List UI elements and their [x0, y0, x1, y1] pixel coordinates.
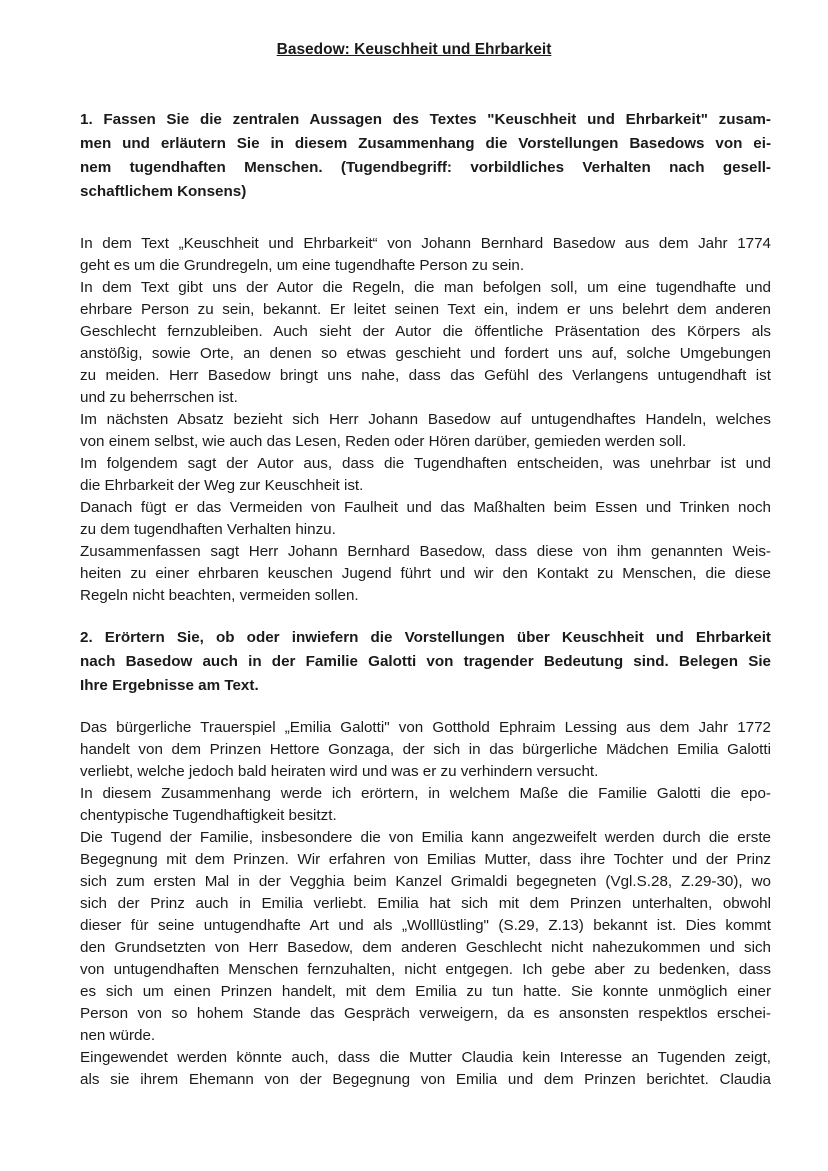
- answer-1-line: geht es um die Grundregeln, um eine tugendhafte Person zu sein.: [80, 257, 525, 274]
- question-2-line: nach Basedow auch in der Familie Galotti von tragender Bedeutung sind. Belegen Sie: [80, 653, 771, 670]
- document-title: Basedow: Keuschheit und Ehrbarkeit: [276, 41, 552, 58]
- question-1-line: 1. Fassen Sie die zentralen Aussagen des Textes "Keuschheit und Ehrbarkeit" zusam-: [80, 111, 771, 128]
- question-1-line: schaftlichem Konsens): [80, 183, 247, 200]
- answer-2-line: chentypische Tugendhaftigkeit besitzt.: [80, 807, 337, 824]
- answer-1-line: zu dem tugendhaften Verhalten hinzu.: [80, 521, 336, 538]
- answer-2-line: Die Tugend der Familie, insbesondere die von Emilia kann angezweifelt werden durch die erste: [80, 829, 771, 846]
- answer-2-line: handelt von dem Prinzen Hettore Gonzaga, der sich in das bürgerliche Mädchen Emilia Galotti: [80, 741, 771, 758]
- answer-2-line: Person von so hohem Stande das Gespräch verweigern, da es ansonsten respektlos erschei-: [80, 1005, 771, 1022]
- answer-2-line: dieser für seine untugendhafte Art und als „Wolllüstling" (S.29, Z.13) bekannt ist. Dies kommt: [80, 917, 771, 934]
- answer-1-line: Danach fügt er das Vermeiden von Faulheit und das Maßhalten beim Essen und Trinken noch: [80, 499, 771, 516]
- answer-1-line: anstößig, sowie Orte, an denen so etwas geschieht und fordert uns auf, solche Umgebungen: [80, 345, 771, 362]
- answer-2-line: es sich um einen Prinzen handelt, mit dem Emilia zu tun hatte. Sie konnte unmöglich einer: [80, 983, 771, 1000]
- answer-2-line: In diesem Zusammenhang werde ich erörtern, in welchem Maße die Familie Galotti die epo-: [80, 785, 771, 802]
- answer-2-line: als sie ihrem Ehemann von der Begegnung von Emilia und dem Prinzen berichtet. Claudia: [80, 1071, 771, 1088]
- answer-1-line: und zu beherrschen ist.: [80, 389, 238, 406]
- question-2-line: Ihre Ergebnisse am Text.: [80, 677, 259, 694]
- answer-2-line: Begegnung mit dem Prinzen. Wir erfahren von Emilias Mutter, dass ihre Tochter und der Prinz: [80, 851, 771, 868]
- answer-2-line: sich zum ersten Mal in der Vegghia beim Kanzel Grimaldi begegneten (Vgl.S.28, Z.29-30), wo: [80, 873, 771, 890]
- answer-1-line: von einem selbst, wie auch das Lesen, Reden oder Hören darüber, gemieden werden soll.: [80, 433, 687, 450]
- answer-1-line: ehrbare Person zu sein, bekannt. Er leitet seinen Text ein, indem er uns belehrt dem anderen: [80, 301, 771, 318]
- answer-2-line: nen würde.: [80, 1027, 156, 1044]
- question-2-line: 2. Erörtern Sie, ob oder inwiefern die Vorstellungen über Keuschheit und Ehrbarkeit: [80, 629, 771, 646]
- answer-1-line: Im nächsten Absatz bezieht sich Herr Johann Basedow auf untugendhaftes Handeln, welches: [80, 411, 771, 428]
- answer-1-line: Geschlecht fernzubleiben. Auch sieht der Autor die öffentliche Präsentation des Körpers als: [80, 323, 771, 340]
- answer-1-line: die Ehrbarkeit der Weg zur Keuschheit ist.: [80, 477, 364, 494]
- answer-2-line: verliebt, welche jedoch bald heiraten wird und was er zu verhindern versucht.: [80, 763, 599, 780]
- answer-1-line: heiten zu einer ehrbaren keuschen Jugend führt und wir den Kontakt zu Menschen, die diese: [80, 565, 771, 582]
- answer-1-line: zu meiden. Herr Basedow bringt uns nahe, dass das Gefühl des Verlangens untugendhaft ist: [80, 367, 771, 384]
- question-1-line: men und erläutern Sie in diesem Zusammenhang die Vorstellungen Basedows von ei-: [80, 135, 771, 152]
- answer-1-line: In dem Text „Keuschheit und Ehrbarkeit“ von Johann Bernhard Basedow aus dem Jahr 1774: [80, 235, 771, 252]
- answer-2-line: den Grundsetzten von Herr Basedow, dem anderen Geschlecht nicht nahezukommen und sich: [80, 939, 771, 956]
- answer-2-line: Eingewendet werden könnte auch, dass die Mutter Claudia kein Interesse an Tugenden zeigt,: [80, 1049, 771, 1066]
- answer-2-line: Das bürgerliche Trauerspiel „Emilia Galotti" von Gotthold Ephraim Lessing aus dem Jahr 1772: [80, 719, 771, 736]
- question-1-line: nem tugendhaften Menschen. (Tugendbegriff: vorbildliches Verhalten nach gesell-: [80, 159, 771, 176]
- answer-1-line: Zusammenfassen sagt Herr Johann Bernhard Basedow, dass diese von ihm genannten Weis-: [80, 543, 771, 560]
- answer-1-line: Im folgendem sagt der Autor aus, dass die Tugendhaften entscheiden, was unehrbar ist und: [80, 455, 771, 472]
- answer-2-line: von untugendhaften Menschen fernzuhalten, nicht entgegen. Ich gebe aber zu bedenken, dass: [80, 961, 771, 978]
- answer-1-line: In dem Text gibt uns der Autor die Regeln, die man befolgen soll, um eine tugendhafte und: [80, 279, 771, 296]
- answer-1-line: Regeln nicht beachten, vermeiden sollen.: [80, 587, 359, 604]
- answer-2-line: sich der Prinz auch in Emilia verliebt. Emilia hat sich mit dem Prinzen unterhalten, obwohl: [80, 895, 771, 912]
